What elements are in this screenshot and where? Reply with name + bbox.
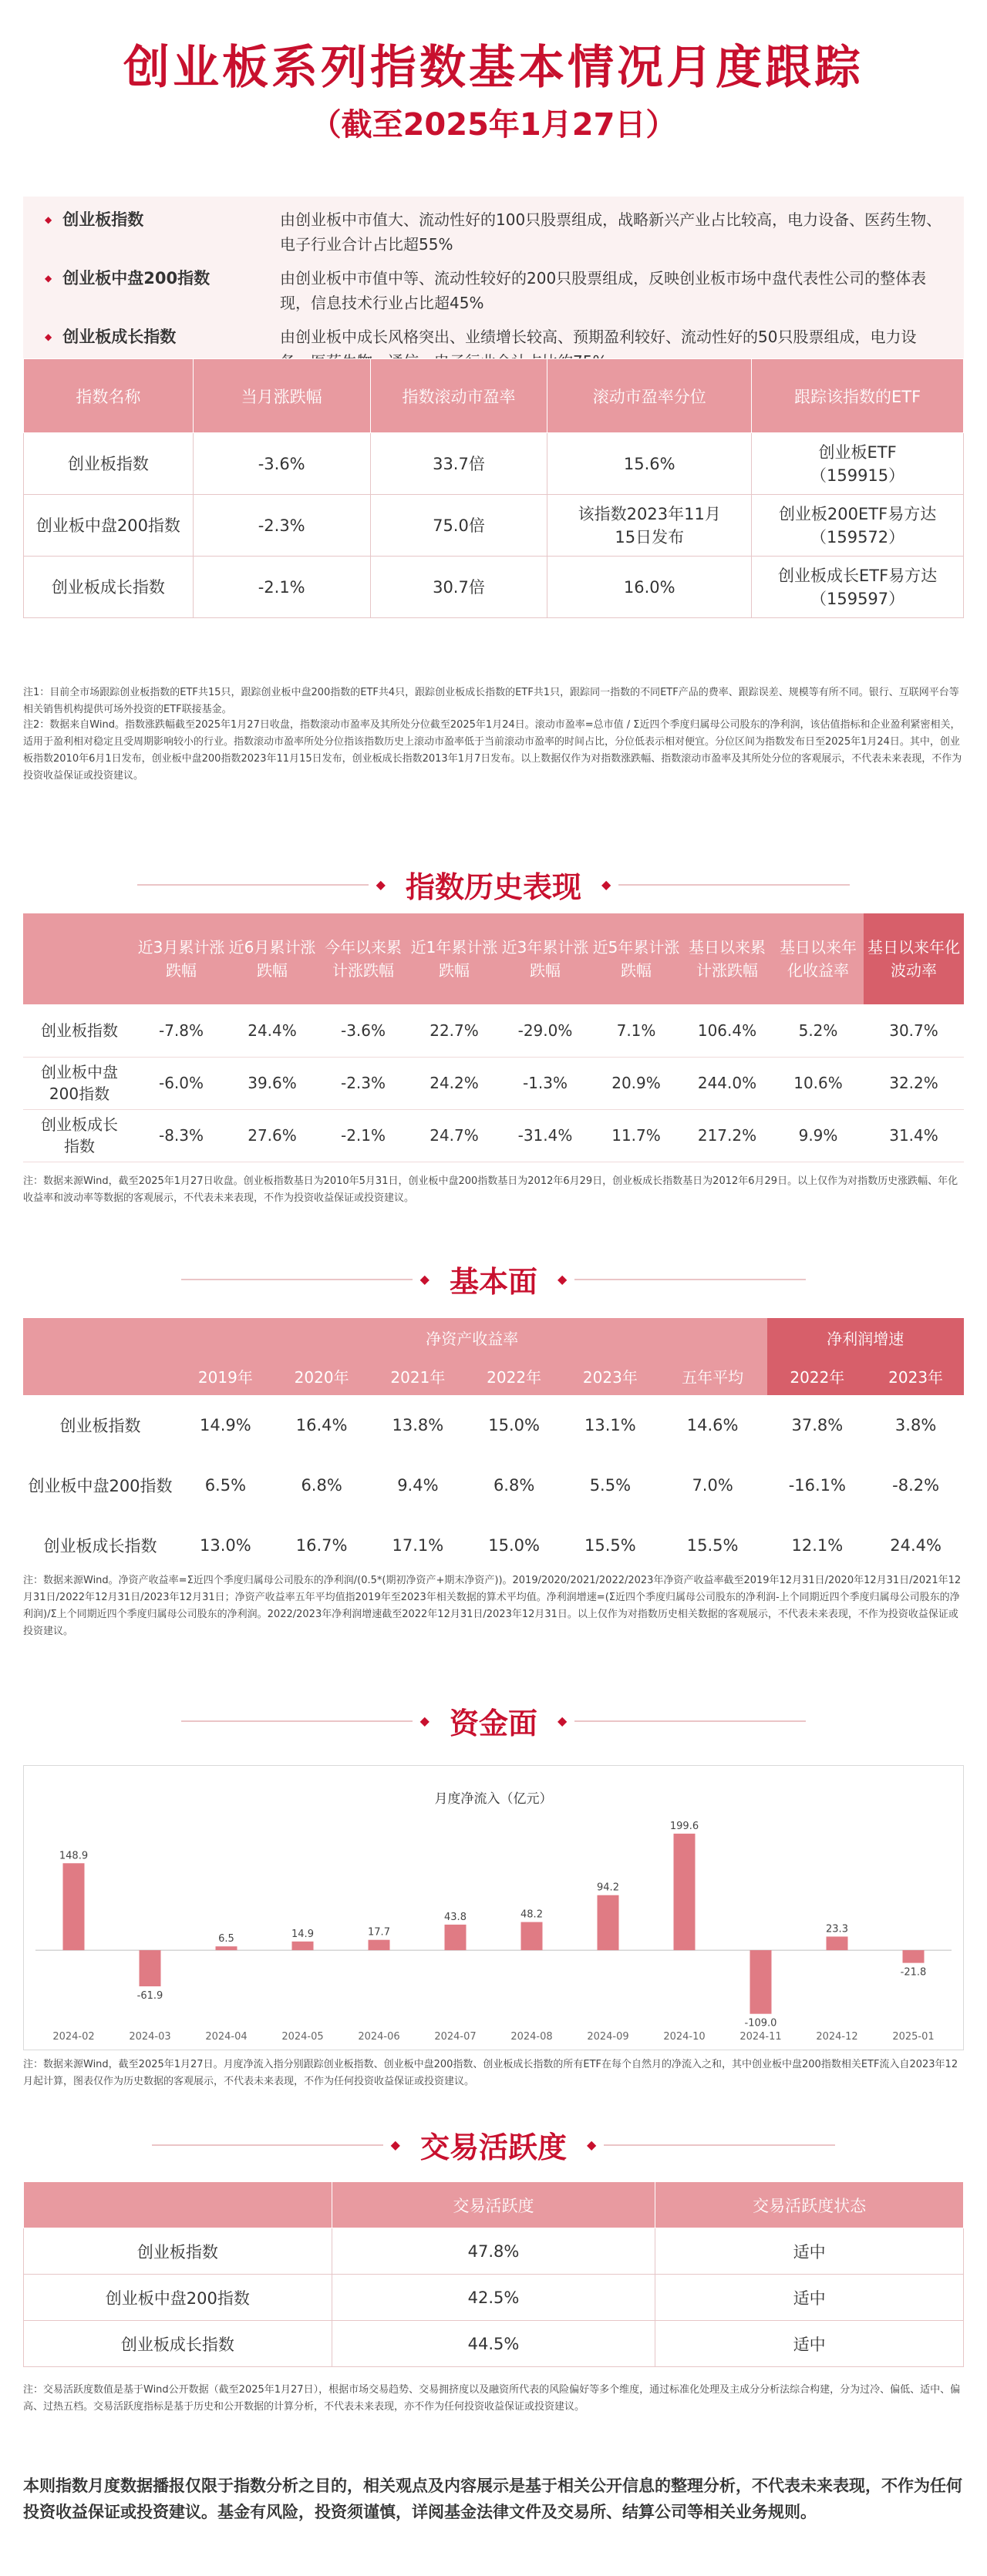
data-label: -109.0	[744, 2017, 777, 2030]
intro-name: ◆ 创业板成长指数	[45, 325, 280, 374]
chart-title: 月度净流入（亿元）	[434, 1791, 553, 1807]
diamond-icon: ◆	[601, 877, 611, 892]
column-header: 2019年	[177, 1357, 274, 1395]
table-cell: 11.7%	[591, 1109, 682, 1162]
divider	[604, 2144, 835, 2146]
intro-name: ◆ 创业板指数	[45, 207, 280, 257]
section-title: 基本面	[449, 1265, 537, 1299]
table-cell: 27.6%	[227, 1109, 318, 1162]
table-row	[23, 1455, 964, 1515]
column-header: 今年以来累计涨跌幅	[318, 913, 409, 1004]
x-tick-label: 2024-03	[129, 2031, 171, 2043]
data-label: 23.3	[826, 1923, 848, 1935]
section-header-activity	[0, 2124, 987, 2166]
table-cell: 5.2%	[773, 1004, 864, 1057]
table-cell: 6.5%	[204, 1476, 247, 1495]
diamond-icon: ◆	[558, 1713, 568, 1728]
index-intro	[23, 197, 964, 358]
note-2: 注2：数据来自Wind。指数涨跌幅截至2025年1月27日收盘，指数滚动市盈率及其所处分位截至2025年1月24日。滚动市盈率=总市值 / Σ近四个季度归属母公司股东的净利润，该估值指标和企业盈利紧密相关，适用于盈利相对稳定且受周期影响较小的行业。指数滚动市盈率所处分位指该指数历史上滚动市盈率低于当前滚动市盈率的时间占比，分位低表示相对便宜。分位区间为指数发布日至2025年1月24日。其中，创业板指数2010年6月1日发布，创业板中盘200指数2023年11月15日发布，创业板成长指数2013年1月7日发布。以上数据仅作为对指数涨跌幅、指数滚动市盈率及其所处分位的客观展示，不代表未来表现，不作为投资收益保证或投资建议。	[23, 719, 962, 782]
section-title: 指数历史表现	[405, 870, 581, 904]
activity-status: 适中	[655, 2275, 964, 2321]
tracking-etf: 创业板200ETF易方达 （159572）	[752, 495, 964, 557]
x-tick-label: 2024-10	[663, 2031, 706, 2043]
table-cell: -1.3%	[500, 1057, 591, 1109]
table-cell: 24.4%	[227, 1004, 318, 1057]
index-name: 创业板成长指数	[23, 1109, 136, 1162]
activity-value: 42.5%	[332, 2275, 655, 2321]
section-header-history	[0, 863, 987, 906]
x-tick-label: 2024-04	[205, 2031, 248, 2043]
index-name: 创业板指数	[23, 1004, 136, 1057]
x-tick-label: 2025-01	[892, 2031, 935, 2043]
index-name: 创业板中盘200指数	[24, 2275, 332, 2321]
column-header-highlight: 基日以来年化波动率	[864, 913, 964, 1004]
divider	[574, 1720, 806, 1722]
intro-name: ◆ 创业板中盘200指数	[45, 266, 280, 315]
index-name: 创业板中盘200指数	[24, 495, 194, 557]
bar-2024-07	[445, 1925, 467, 1950]
data-label: 6.5	[218, 1933, 234, 1945]
table-cell: 9.9%	[773, 1109, 864, 1162]
column-header: 近5年累计涨跌幅	[591, 913, 682, 1004]
divider	[137, 884, 369, 886]
note-5: 注：数据来源Wind，截至2025年1月27日。月度净流入指分别跟踪创业板指数、创业板中盘200指数、创业板成长指数的所有ETF在每个自然月的净流入之和，其中创业板中盘200指数相关ETF流入自2023年12月起计算，图表仅作为历史数据的客观展示，不代表未来表现，不作为任何投资收益保证或投资建议。	[23, 2059, 958, 2087]
table-cell: 15.0%	[488, 1536, 540, 1555]
intro-row	[45, 207, 942, 257]
table-row	[24, 2275, 964, 2321]
column-header: 基日以来累计涨跌幅	[682, 913, 773, 1004]
divider	[181, 1279, 413, 1280]
column-header: 指数名称	[24, 359, 194, 433]
pe-ttm: 33.7倍	[370, 433, 547, 495]
page-title: 创业板系列指数基本情况月度跟踪	[123, 41, 864, 95]
section-header-fundamentals	[0, 1258, 987, 1300]
diamond-icon: ◆	[419, 1272, 429, 1286]
table-row	[24, 2228, 964, 2275]
activity-value: 44.5%	[332, 2321, 655, 2367]
note-1: 注1：目前全市场跟踪创业板指数的ETF共15只，跟踪创业板中盘200指数的ETF共4只，跟踪创业板成长指数的ETF共1只，跟踪同一指数的不同ETF产品的费率、跟踪误差、规模等有所不同。银行、互联网平台等相关销售机构提供可场外投资的ETF联接基金。	[23, 687, 959, 715]
x-tick-label: 2024-11	[739, 2031, 782, 2043]
table-cell: -6.0%	[136, 1057, 227, 1109]
data-label: -21.8	[900, 1966, 927, 1979]
diamond-icon: ◆	[419, 1713, 429, 1728]
section-title: 交易活跃度	[419, 2130, 567, 2164]
table-cell: 217.2%	[682, 1109, 773, 1162]
table-cell: 10.6%	[773, 1057, 864, 1109]
table-cell: -3.6%	[318, 1004, 409, 1057]
x-tick-label: 2024-09	[587, 2031, 629, 2043]
table-row	[24, 495, 964, 557]
table-row	[23, 1004, 964, 1057]
note-3: 注：数据来源Wind，截至2025年1月27日收盘。创业板指数基日为2010年5月31日，创业板中盘200指数基日为2012年6月29日，创业板成长指数基日为2012年6月29日。以上仅作为对指数历史涨跌幅、年化收益率和波动率等数据的客观展示，不代表未来表现，不作为投资收益保证或投资建议。	[23, 1175, 958, 1204]
activity-status: 适中	[655, 2321, 964, 2367]
table-cell: 6.8%	[493, 1476, 535, 1495]
bar-2024-03	[140, 1950, 161, 1986]
bar-2025-01	[903, 1950, 925, 1963]
column-header: 2022年	[767, 1357, 868, 1395]
column-header: 2023年	[867, 1357, 964, 1395]
column-header: 近6月累计涨跌幅	[227, 913, 318, 1004]
bar-2024-11	[750, 1950, 772, 2014]
divider	[574, 1279, 806, 1280]
table-row	[24, 557, 964, 618]
index-name: 创业板中盘200指数	[23, 1057, 136, 1109]
column-header: 2020年	[274, 1357, 370, 1395]
table-cell: 37.8%	[791, 1416, 844, 1434]
activity-status: 适中	[655, 2228, 964, 2275]
table-cell: -16.1%	[788, 1476, 846, 1495]
data-label: 94.2	[597, 1882, 619, 1894]
table-cell: -31.4%	[500, 1109, 591, 1162]
table-cell: 244.0%	[682, 1057, 773, 1109]
table-cell: -7.8%	[136, 1004, 227, 1057]
data-label: 48.2	[520, 1908, 543, 1921]
intro-desc: 由创业板中成长风格突出、业绩增长较高、预期盈利较好、流动性好的50只股票组成，电力设	[280, 328, 917, 346]
column-header: 跟踪该指数的ETF	[752, 359, 964, 433]
intro-desc: 由创业板中市值中等、流动性较好的200只股票组成，反映创业板市场中盘代表性公司的整体表现，信息技术行业占比超45%	[280, 269, 927, 312]
table-cell: 13.1%	[584, 1416, 636, 1434]
table-cell: 7.0%	[692, 1476, 733, 1495]
bar-2024-12	[827, 1936, 848, 1950]
x-tick-label: 2024-02	[52, 2031, 95, 2043]
divider	[618, 884, 850, 886]
column-header: 五年平均	[659, 1357, 767, 1395]
monthly-change: -3.6%	[193, 433, 370, 495]
index-name: 创业板指数	[24, 2228, 332, 2275]
data-label: 14.9	[291, 1928, 314, 1940]
intro-desc: 由创业板中市值大、流动性好的100只股票组成，战略新兴产业占比较高，电力设备、医药生物、电子行业合计占比超55%	[280, 210, 942, 254]
table-cell: 12.1%	[791, 1536, 844, 1555]
table-cell: 5.5%	[589, 1476, 632, 1495]
group-header-profit-growth: 净利润增速	[767, 1318, 965, 1357]
table-cell: 31.4%	[864, 1109, 964, 1162]
table-cell: 24.2%	[409, 1057, 500, 1109]
index-name: 创业板中盘200指数	[28, 1477, 173, 1495]
column-header: 近1年累计涨跌幅	[409, 913, 500, 1004]
bar-chart-svg	[24, 1766, 963, 2050]
table-cell: 13.8%	[392, 1416, 444, 1434]
bar-2024-08	[521, 1922, 543, 1951]
table-cell: 30.7%	[864, 1004, 964, 1057]
x-tick-label: 2024-08	[510, 2031, 553, 2043]
bar-2024-04	[216, 1946, 237, 1950]
table-cell: 6.8%	[301, 1476, 342, 1495]
index-name: 创业板指数	[24, 433, 194, 495]
table-cell: -29.0%	[500, 1004, 591, 1057]
table-cell: 24.4%	[890, 1536, 942, 1555]
divider	[181, 1720, 413, 1722]
pe-percentile: 16.0%	[547, 557, 752, 618]
x-tick-label: 2024-06	[358, 2031, 400, 2043]
table-cell: -8.3%	[136, 1109, 227, 1162]
x-tick-label: 2024-12	[816, 2031, 858, 2043]
diamond-icon: ◆	[558, 1272, 568, 1286]
data-label: 17.7	[368, 1926, 390, 1939]
column-header: 2021年	[370, 1357, 467, 1395]
data-label: 148.9	[59, 1850, 89, 1862]
column-header: 当月涨跌幅	[193, 359, 370, 433]
bar-2024-10	[674, 1834, 696, 1950]
pe-percentile: 该指数2023年11月15日发布	[547, 495, 752, 557]
activity-value: 47.8%	[332, 2228, 655, 2275]
table-cell: 16.4%	[295, 1416, 348, 1434]
pe-ttm: 30.7倍	[370, 557, 547, 618]
fundamentals-table	[23, 1318, 964, 1576]
table-cell: -8.2%	[892, 1476, 940, 1495]
table-cell: 15.5%	[584, 1536, 636, 1555]
column-header: 基日以来年化收益率	[773, 913, 864, 1004]
section-title: 资金面	[449, 1707, 537, 1740]
bar-2024-02	[63, 1863, 85, 1950]
tracking-etf: 创业板成长ETF易方达 （159597）	[752, 557, 964, 618]
intro-row	[45, 266, 942, 315]
divider	[152, 2144, 383, 2146]
table-cell: 13.0%	[200, 1536, 251, 1555]
table-cell: 16.7%	[295, 1536, 348, 1555]
column-header: 交易活跃度状态	[655, 2182, 964, 2228]
table-row	[23, 1395, 964, 1455]
activity-table	[23, 2181, 964, 2367]
column-header-blank	[23, 913, 136, 1004]
table-row	[23, 1109, 964, 1162]
x-tick-label: 2024-07	[434, 2031, 477, 2043]
table-cell: 3.8%	[894, 1416, 937, 1434]
table-cell: 14.9%	[200, 1416, 251, 1434]
index-name: 创业板指数	[59, 1417, 141, 1435]
table-cell: 20.9%	[591, 1057, 682, 1109]
table-cell: 22.7%	[409, 1004, 500, 1057]
net-inflow-chart	[23, 1765, 964, 2050]
index-name: 创业板成长指数	[24, 2321, 332, 2367]
table-cell: 24.7%	[409, 1109, 500, 1162]
table-cell: 7.1%	[591, 1004, 682, 1057]
index-name: 创业板成长指数	[43, 1537, 157, 1555]
column-header: 2023年	[562, 1357, 659, 1395]
table-cell: 32.2%	[864, 1057, 964, 1109]
column-header: 近3月累计涨跌幅	[136, 913, 227, 1004]
table-row	[24, 433, 964, 495]
x-tick-label: 2024-05	[281, 2031, 324, 2043]
diamond-icon: ◆	[587, 2137, 597, 2152]
table-row	[23, 1515, 964, 1576]
table-cell: 14.6%	[686, 1416, 739, 1434]
table-row	[23, 1057, 964, 1109]
table-cell: 9.4%	[397, 1476, 439, 1495]
table-cell: 39.6%	[227, 1057, 318, 1109]
table-cell: -2.3%	[318, 1057, 409, 1109]
diamond-icon: ◆	[390, 2137, 400, 2152]
table-cell: 17.1%	[392, 1536, 444, 1555]
note-6: 注：交易活跃度数值是基于Wind公开数据（截至2025年1月27日），根据市场交易趋势、交易拥挤度以及融资所代表的风险偏好等多个维度，通过标准化处理及主成分分析法综合构建，分为过冷、偏低、适中、偏高、过热五档。交易活跃度指标是基于历史和公开数据的计算分析，不代表未来表现，亦不作为任何投资收益保证或投资建议。	[23, 2384, 961, 2413]
history-table	[23, 913, 964, 1162]
overview-table	[23, 358, 964, 618]
column-header-blank	[23, 1318, 177, 1395]
column-header-blank	[24, 2182, 332, 2228]
monthly-change: -2.1%	[193, 557, 370, 618]
diamond-icon: ◆	[376, 877, 386, 892]
table-cell: 106.4%	[682, 1004, 773, 1057]
tracking-etf: 创业板ETF （159915）	[752, 433, 964, 495]
table-cell: 15.5%	[686, 1536, 739, 1555]
index-name: 创业板成长指数	[24, 557, 194, 618]
bar-2024-05	[292, 1942, 314, 1950]
bar-2024-06	[369, 1940, 390, 1950]
data-label: 199.6	[669, 1820, 699, 1832]
table-cell: -2.1%	[318, 1109, 409, 1162]
column-header: 滚动市盈率分位	[547, 359, 752, 433]
pe-percentile: 15.6%	[547, 433, 752, 495]
data-label: -61.9	[136, 1989, 163, 2002]
column-header: 2022年	[466, 1357, 562, 1395]
note-4: 注：数据来源Wind。净资产收益率=Σ近四个季度归属母公司股东的净利润/(0.5*(期初净资产+期末净资产))。2019/2020/2021/2022/2023年净资产收益率截至2019年12月31日/2020年12月31日/2021年12月31日/2022年12月31日/2023年12月31日；净资产收益率五年平均值指2019年至2023年相关数据的算术平均值。净利润增速=(Σ近四个季度归属母公司股东的净利润-上个同期近四个季度归属母公司股东的净利润)/Σ上个同期近四个季度归属母公司股东的净利润。2022/2023年净利润增速截至2022年12月31日/2023年12月31日。以上仅作为对指数历史相关数据的客观展示，不代表未来表现，不作为投资收益保证或投资建议。	[23, 1575, 962, 1637]
monthly-change: -2.3%	[193, 495, 370, 557]
page-subtitle: （截至2025年1月27日）	[310, 107, 677, 143]
group-header-roe: 净资产收益率	[177, 1318, 767, 1357]
data-label: 43.8	[444, 1911, 467, 1923]
table-cell: 15.0%	[488, 1416, 540, 1434]
column-header: 近3年累计涨跌幅	[500, 913, 591, 1004]
table-row	[24, 2321, 964, 2367]
bar-2024-09	[598, 1895, 619, 1950]
section-header-flows	[0, 1700, 987, 1742]
column-header: 指数滚动市盈率	[370, 359, 547, 433]
disclaimer-footer: 本则指数月度数据播报仅限于指数分析之目的，相关观点及内容展示是基于相关公开信息的整理分析，不代表未来表现，不作为任何投资收益保证或投资建议。基金有风险，投资须谨慎，详阅基金法律文件及交易所、结算公司等相关业务规则。	[23, 2477, 962, 2521]
column-header: 交易活跃度	[332, 2182, 655, 2228]
pe-ttm: 75.0倍	[370, 495, 547, 557]
